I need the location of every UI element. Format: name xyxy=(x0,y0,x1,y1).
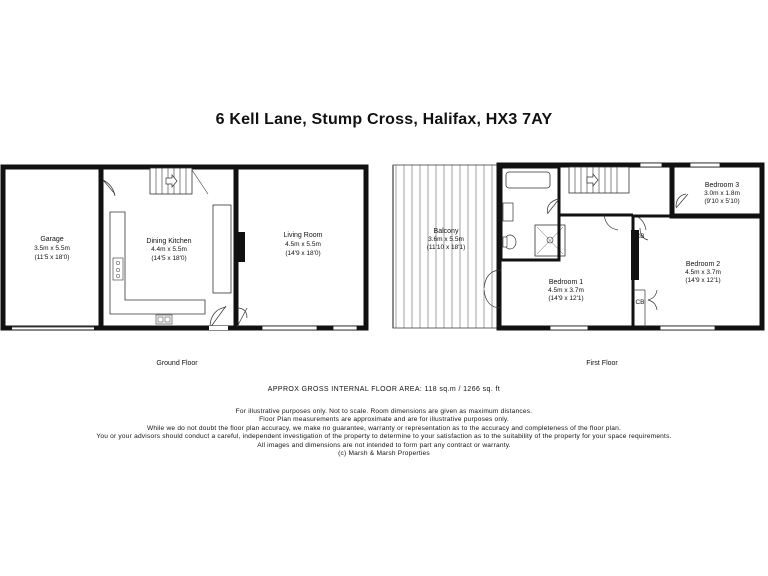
living-room-room xyxy=(236,167,366,330)
garage-dims-ft: (11'5 x 18'0) xyxy=(34,254,70,261)
ground-floor-label: Ground Floor xyxy=(156,360,198,367)
garage-name: Garage xyxy=(40,236,64,243)
bedroom-1-name: Bedroom 1 xyxy=(548,279,584,286)
bedroom-1-dims-ft: (14'9 x 12'1) xyxy=(548,295,584,302)
first-floor-plan xyxy=(393,163,762,367)
bath-icon xyxy=(506,172,550,188)
living-room-dims-m: 4.5m x 5.5m xyxy=(285,241,321,248)
ground-floor-plan xyxy=(3,167,366,367)
disclaimer-line: All images and dimensions are not intended to form part any contract or warranty. xyxy=(257,441,511,449)
cupboard-label-lower: CB xyxy=(635,299,645,306)
bedroom-3-name: Bedroom 3 xyxy=(704,182,740,189)
garage-dims-m: 3.5m x 5.5m xyxy=(34,245,70,252)
cupboard-label-upper: CB xyxy=(635,233,645,240)
balcony-name: Balcony xyxy=(433,228,459,235)
disclaimer-line: For illustrative purposes only. Not to scale. Room dimensions are given as maximum distances. xyxy=(235,408,533,415)
disclaimer-line: Floor Plan measurements are approximate and are for illustrative purposes only. xyxy=(259,416,509,424)
bedroom-2-window xyxy=(660,326,715,330)
basin-icon xyxy=(503,203,513,221)
disclaimer-line: You or your advisors should conduct a careful, independent investigation of the property to determine to your satisfaction as to the suitability of the property for your space requirements. xyxy=(96,433,672,441)
disclaimer-line: While we do not doubt the floor plan accuracy, we make no guarantee, warranty or representation as to the accuracy and completeness of the floor plan. xyxy=(146,424,622,432)
living-room-name: Living Room xyxy=(283,232,323,239)
balcony-dims-ft: (11'10 x 18'1) xyxy=(426,244,466,251)
fireplace xyxy=(236,232,245,262)
living-room-window-2 xyxy=(333,326,357,330)
bedroom-3-dims-ft: (9'10 x 5'10) xyxy=(704,198,740,205)
bedroom-1-dims-m: 4.5m x 3.7m xyxy=(548,287,584,294)
copyright-line: (c) Marsh & Marsh Properties xyxy=(338,450,430,458)
first-floor-label: First Floor xyxy=(586,360,618,367)
landing-window xyxy=(640,163,662,167)
gross-floor-area: APPROX GROSS INTERNAL FLOOR AREA: 118 sq.m / 1266 sq. ft xyxy=(267,386,501,393)
bedroom-1-window xyxy=(550,326,588,330)
kitchen-dims-m: 4.4m x 5.5m xyxy=(151,246,187,253)
kitchen-dims-ft: (14'5 x 18'0) xyxy=(151,255,187,262)
kitchen-name: Dining Kitchen xyxy=(146,238,192,245)
bedroom-3-window xyxy=(690,163,720,167)
bedroom-2-dims-m: 4.5m x 3.7m xyxy=(685,269,721,276)
living-room-window xyxy=(262,326,317,330)
bedroom-2-name: Bedroom 2 xyxy=(685,261,721,268)
living-room-dims-ft: (14'9 x 18'0) xyxy=(285,250,321,257)
balcony-dims-m: 3.6m x 5.5m xyxy=(428,236,464,243)
property-address-title: 6 Kell Lane, Stump Cross, Halifax, HX3 7AY xyxy=(215,111,553,128)
disclaimer-block xyxy=(0,408,768,458)
bedroom-3-dims-m: 3.0m x 1.8m xyxy=(704,190,740,197)
bedroom-2-dims-ft: (14'9 x 12'1) xyxy=(685,277,721,284)
